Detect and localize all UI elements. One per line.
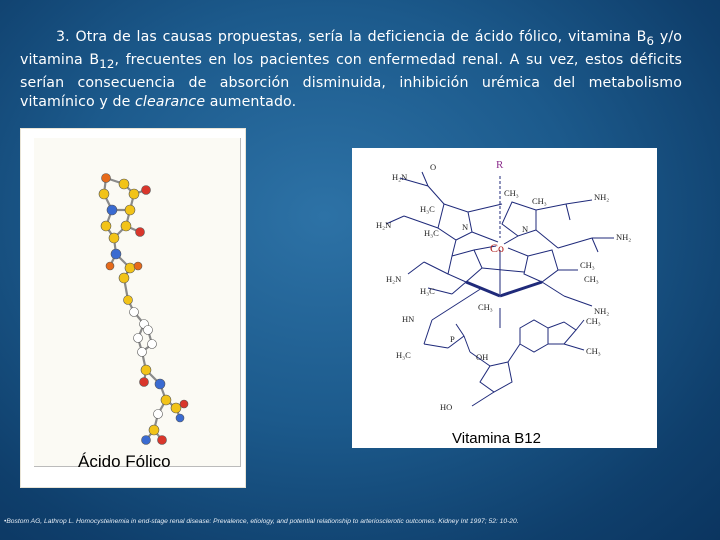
h2n-left2-label: H₂N [386,274,402,284]
oxygen-label: O [430,162,437,172]
reference-footnote: •Bostom AG, Lathrop L. Homocysteinemia in end-stage renal disease: Prevalence, etiology, and potential relationship to arteriosclerotic outcomes. Kidney Int 1997; 52: 10-20. [4,518,519,525]
ho-label: HO [440,402,453,412]
r-group-label: R [496,159,504,171]
ch3-label-d: CH₃ [584,274,599,284]
nh2-right-label-1: NH₂ [594,192,610,202]
phosphorus-label: P [450,334,455,344]
ch3-label-f: CH₃ [586,316,601,326]
ch3-label-b: CH₃ [532,196,547,206]
text-run: aumentado. [205,93,297,110]
h3c-label-b: H₃C [424,228,439,238]
paragraph-text [20,28,682,112]
italic-term: clearance [135,93,206,110]
vitamin-b12-panel [352,148,657,448]
text-run: y/o vitamina B [20,29,682,68]
h3c-label-e: CH₃ [586,346,601,356]
h2n-top-label: H₂N [392,172,408,182]
h3c-label-d: H₃C [396,350,411,360]
folic-acid-panel [20,128,246,488]
nitrogen-label: N [462,222,469,232]
vitamin-b12-structure [352,148,657,428]
text-run: , frecuentes en los pacientes con enfermedad renal. A su vez, estos déficits serían consecuencia de absorción disminuida, inhibición urémica del metabolismo vitamínico y de [20,51,682,110]
vitamin-b12-caption: Vitamina B12 [452,430,541,447]
text-run: 3. Otra de las causas propuestas, sería la deficiencia de ácido fólico, vitamina B [56,29,647,45]
folic-acid-caption: Ácido Fólico [78,452,171,471]
folic-acid-model [34,138,240,466]
h3c-label-c: H₃C [420,286,435,296]
body-paragraph [20,28,682,112]
ch3-label-a: CH₃ [504,188,519,198]
h2n-left-label: H₂N [376,220,392,230]
nh2-right-label-2: NH₂ [616,232,632,242]
hn-label: HN [402,314,415,324]
nh2-lower-label: NH₂ [594,306,610,316]
ch3-label-c: CH₃ [580,260,595,270]
hydroxyl-label: OH [476,352,489,362]
cobalt-label: Co [490,241,505,255]
ch3-label-e: CH₃ [478,302,493,312]
nitrogen-label: N [522,224,529,234]
subscript-6: 6 [646,33,655,48]
h3c-label-a: H₃C [420,204,435,214]
folic-acid-frame [34,138,241,467]
subscript-12: 12 [99,56,115,71]
